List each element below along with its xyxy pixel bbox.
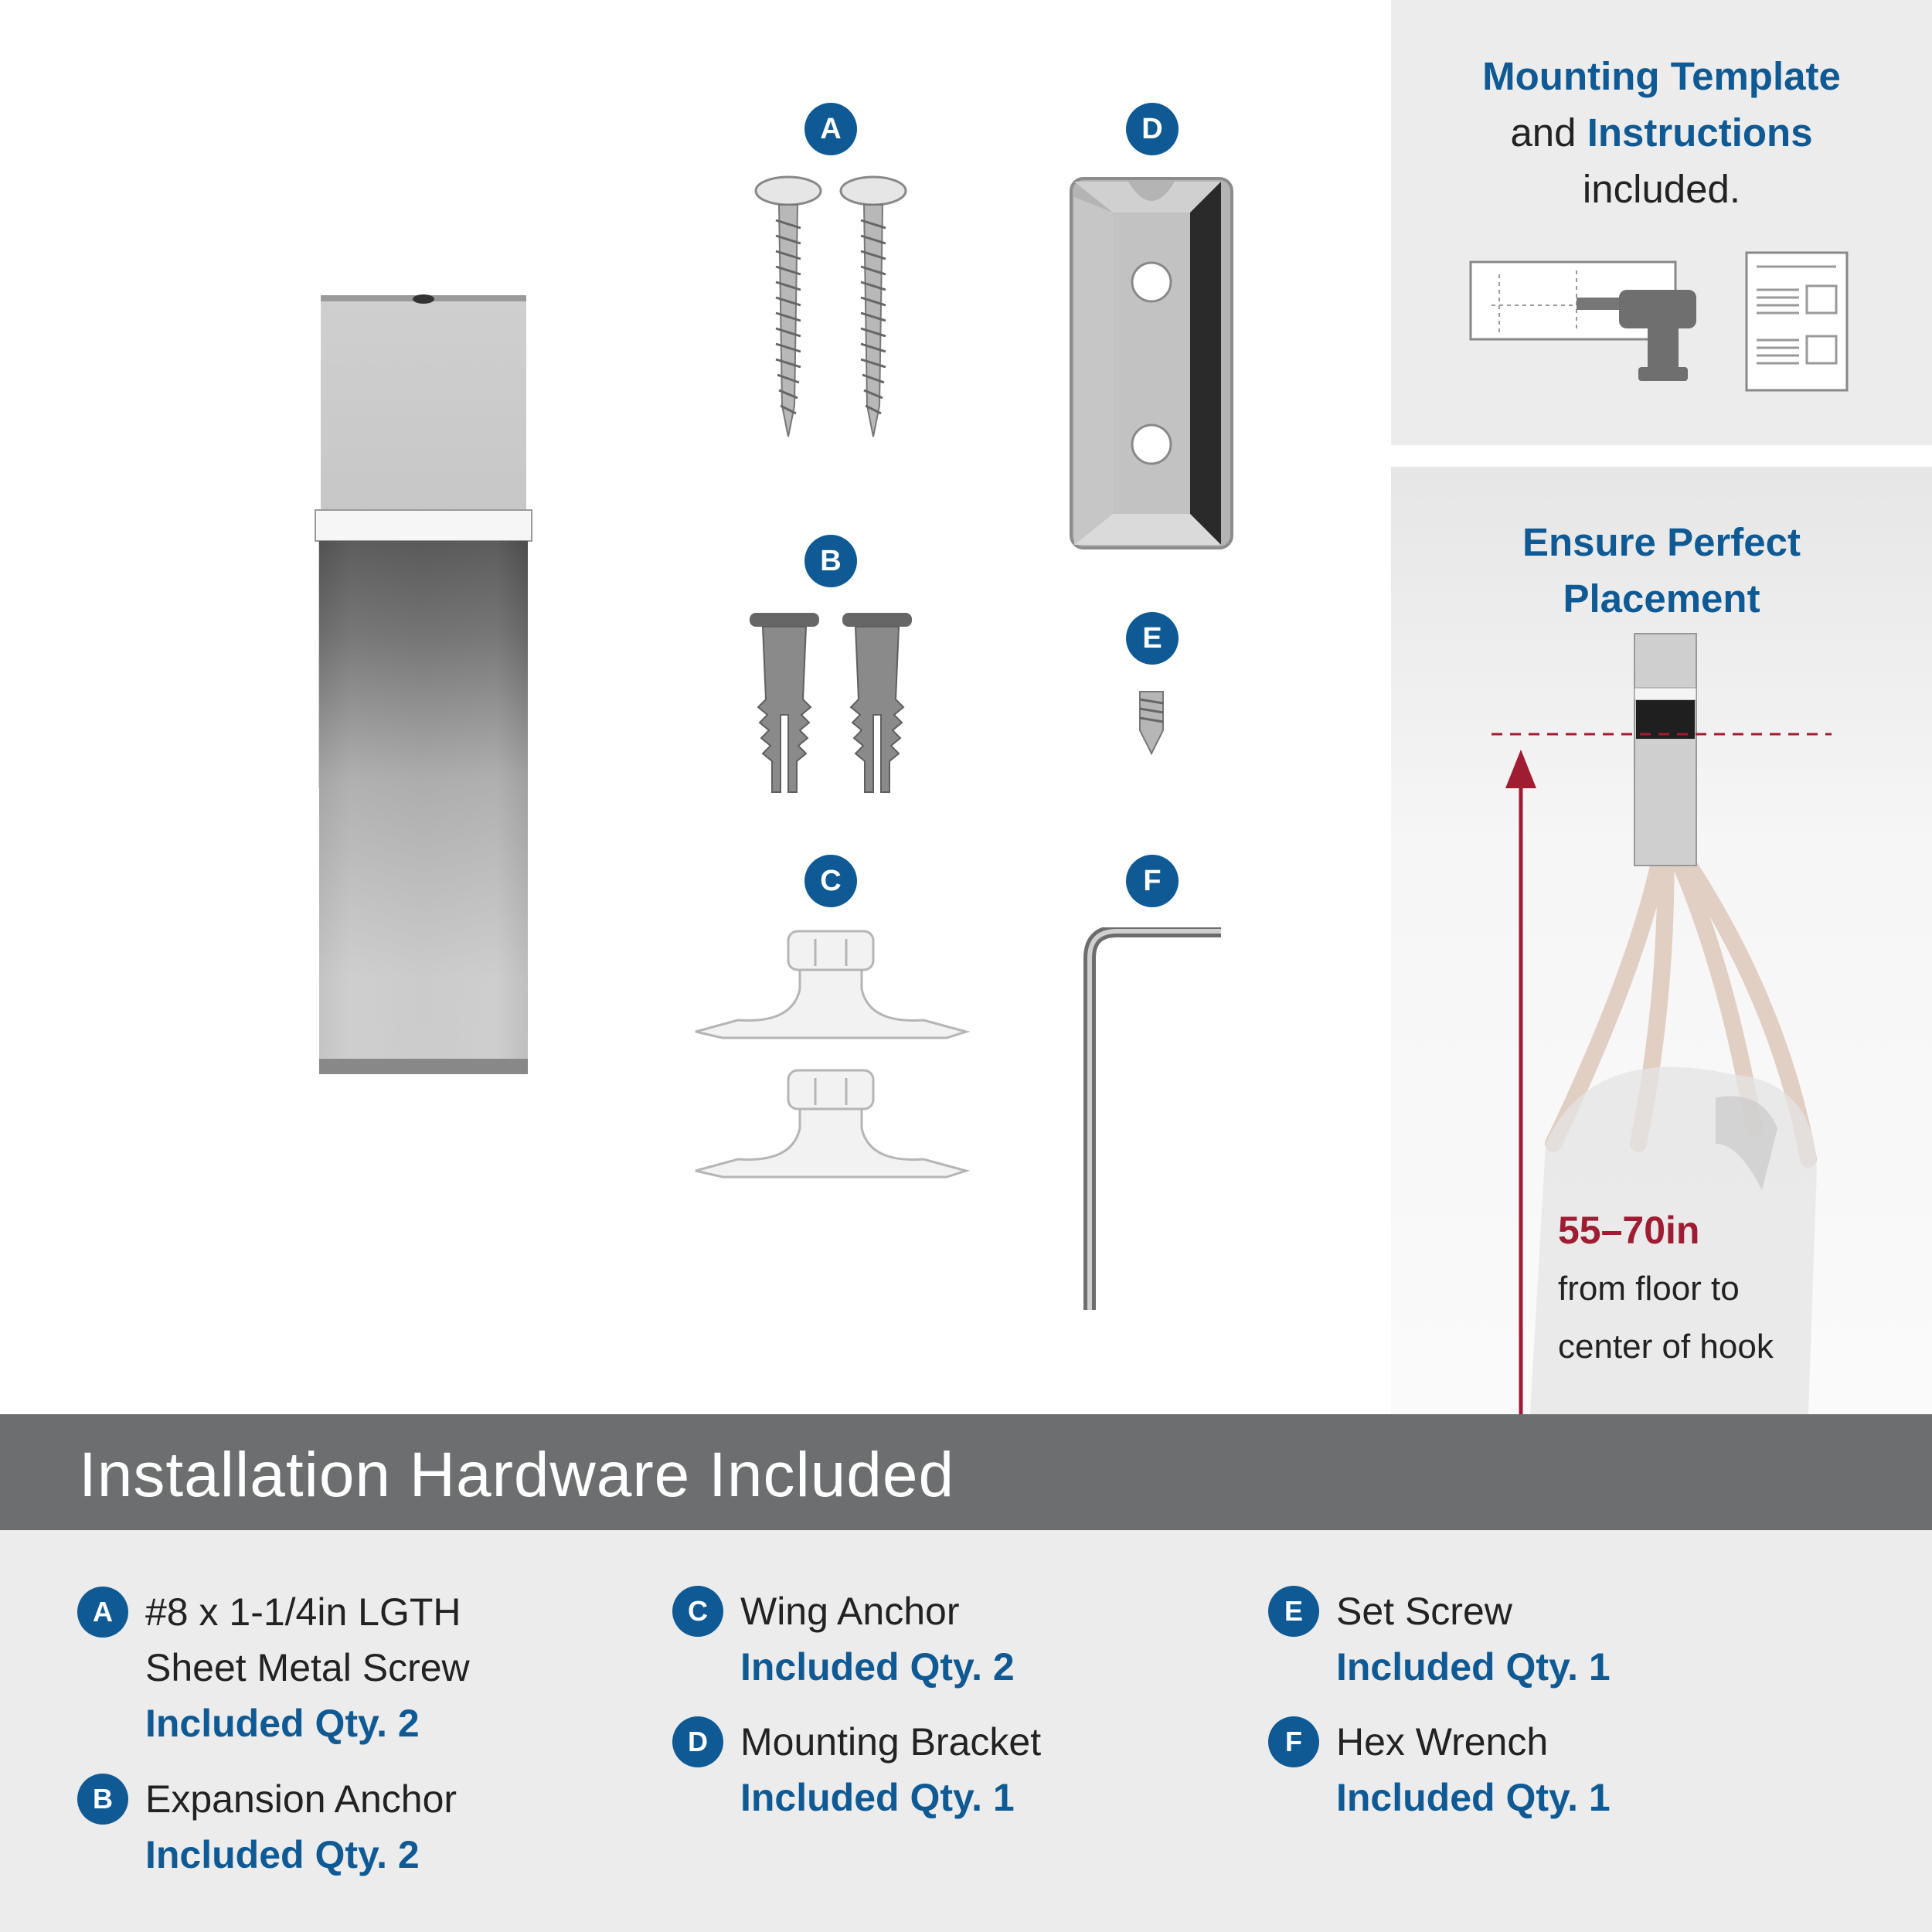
placement-title-line1: Ensure Perfect [1522, 520, 1801, 564]
item-qty: Included Qty. 2 [145, 1833, 420, 1876]
hex-wrench-image [1082, 927, 1229, 1314]
hardware-banner-title: Installation Hardware Included [79, 1440, 955, 1510]
part-label-a: A [804, 103, 857, 155]
part-label-c: C [804, 855, 857, 907]
height-desc-line1: from floor to [1558, 1270, 1740, 1308]
item-badge-c: C [672, 1586, 723, 1637]
mounting-template-title: Mounting Template [1482, 54, 1841, 98]
item-badge-f: F [1268, 1716, 1319, 1767]
item-qty: Included Qty. 2 [740, 1645, 1015, 1689]
height-desc-line2: center of hook [1558, 1328, 1774, 1366]
height-range: 55–70in [1558, 1209, 1700, 1252]
hardware-item-c [688, 1583, 1015, 1695]
part-label-e: E [1126, 612, 1179, 665]
and-word: and [1510, 111, 1577, 155]
item-badge-a: A [77, 1587, 128, 1638]
included-word: included. [1582, 167, 1741, 211]
part-label-d: D [1126, 103, 1179, 155]
hardware-item-b [93, 1771, 457, 1883]
item-name-line2: Sheet Metal Screw [145, 1646, 470, 1689]
instructions-document-icon [1745, 251, 1849, 392]
item-badge-e: E [1268, 1586, 1319, 1637]
wing-anchors-image [692, 923, 970, 1186]
item-qty: Included Qty. 2 [145, 1702, 420, 1745]
instructions-word: Instructions [1587, 111, 1813, 155]
item-name: Mounting Bracket [740, 1720, 1042, 1764]
hardware-item-e [1284, 1583, 1611, 1695]
mounting-bracket-image [1066, 174, 1236, 553]
hook-product-image [294, 278, 541, 1074]
set-screw-image [1132, 688, 1171, 757]
part-label-b: B [804, 535, 857, 587]
placement-measurement [1558, 1202, 1774, 1376]
placement-title-line2: Placement [1563, 577, 1760, 621]
item-qty: Included Qty. 1 [740, 1776, 1015, 1819]
item-qty: Included Qty. 1 [1336, 1645, 1611, 1689]
template-drill-icon [1468, 259, 1716, 383]
expansion-anchors-image [746, 607, 916, 796]
part-label-f: F [1126, 855, 1179, 907]
hardware-item-f [1285, 1714, 1611, 1825]
item-name: Expansion Anchor [145, 1777, 457, 1821]
sheet-metal-screws-image [750, 174, 912, 444]
item-qty: Included Qty. 1 [1336, 1776, 1611, 1819]
item-name: Hex Wrench [1336, 1720, 1549, 1764]
item-name: Set Screw [1336, 1590, 1512, 1633]
item-badge-b: B [77, 1774, 128, 1825]
item-badge-d: D [672, 1716, 723, 1767]
item-name: #8 x 1-1/4in LGTH [145, 1590, 461, 1634]
hardware-item-d [688, 1714, 1042, 1825]
hardware-item-a [93, 1584, 470, 1751]
mounting-template-text [1391, 48, 1932, 217]
item-name: Wing Anchor [740, 1590, 960, 1633]
